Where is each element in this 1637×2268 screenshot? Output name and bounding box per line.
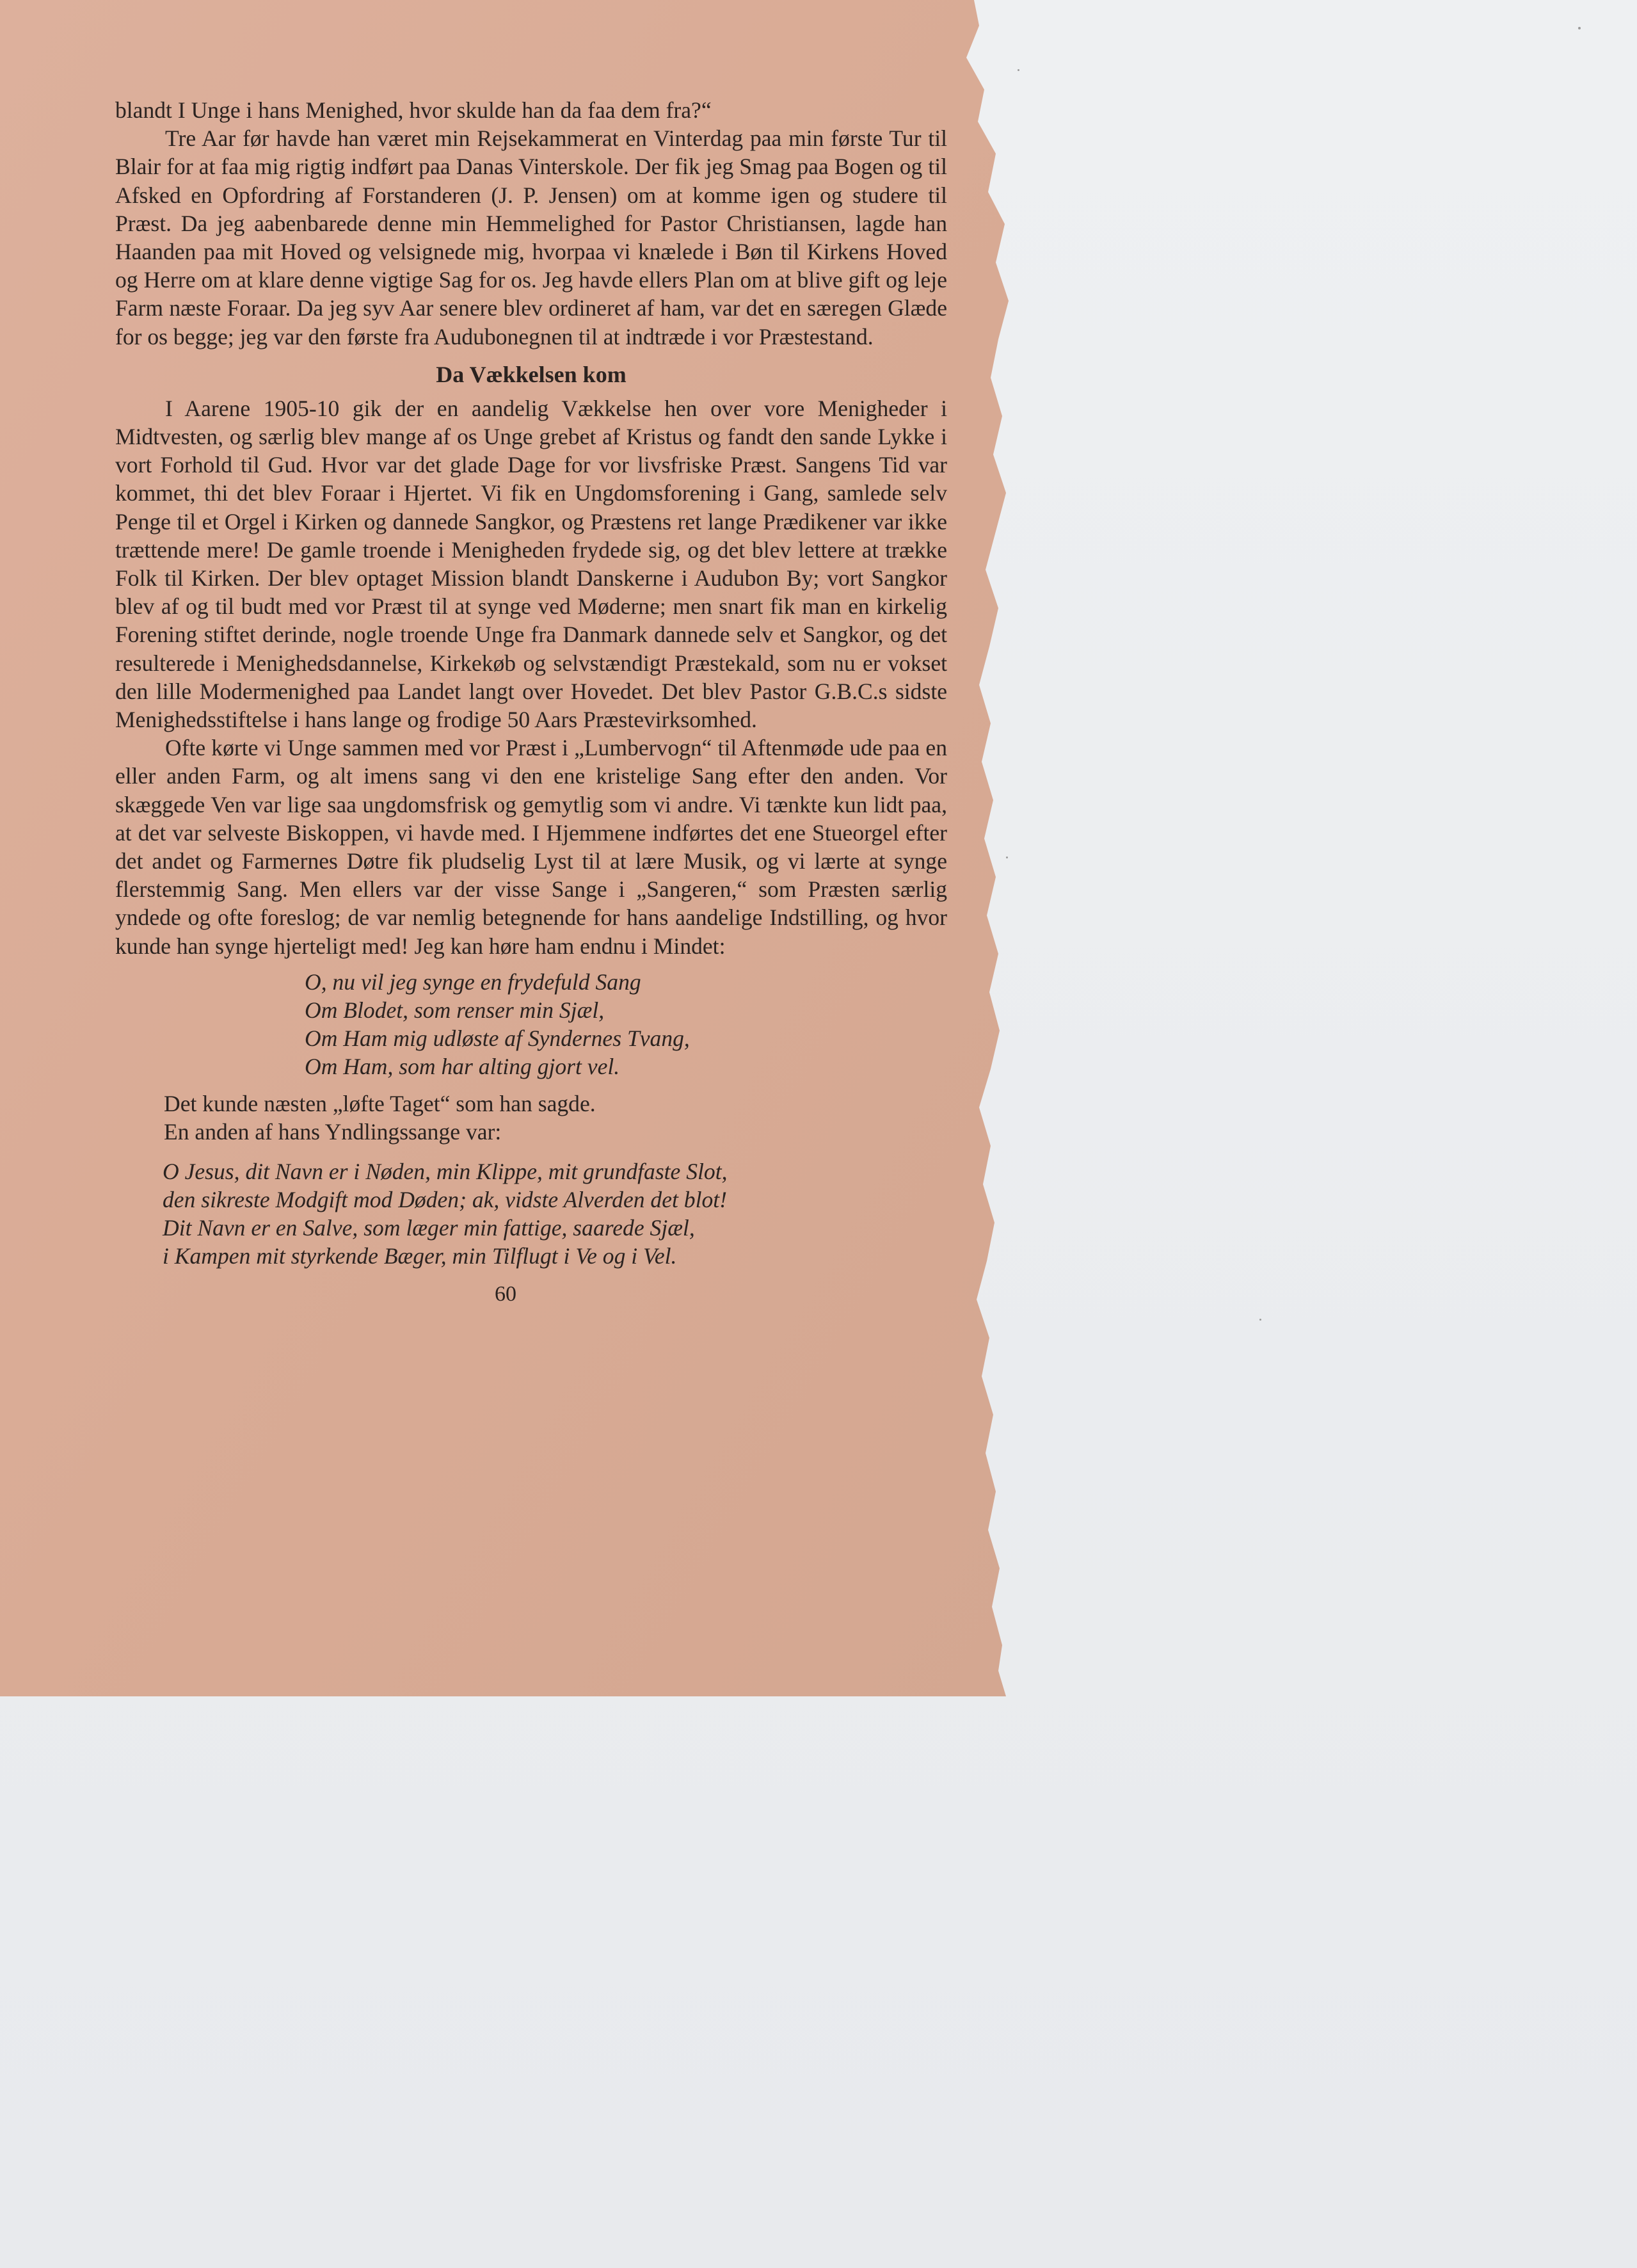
verse-line: i Kampen mit styrkende Bæger, min Tilflugt i Ve og i Vel. — [163, 1243, 677, 1269]
scan-speck — [1578, 27, 1581, 29]
verse-line: O Jesus, dit Navn er i Nøden, min Klippe, mit grundfaste Slot, — [163, 1159, 728, 1185]
paragraph: Ofte kørte vi Unge sammen med vor Præst i „Lumbervogn“ til Aftenmøde ude paa en eller anden Farm, og alt imens sang vi den ene kristelige Sang efter den anden. Vor skæggede Ven var lige saa ungdomsfrisk og gemytlig som vi andre. Vi tænkte kun lidt paa, at det var selveste Biskoppen, vi havde med. I Hjemmene indførtes det ene Stueorgel efter det andet og Farmernes Døtre fik pludselig Lyst til at lære Musik, og vi lærte at synge flerstemmig Sang. Men ellers var der visse Sange i „Sangeren,“ som Præsten særlig yndede og ofte foreslog; de var nemlig betegnende for hans aandelige Indstilling, og hvor kunde han synge hjerteligt med! Jeg kan høre ham endnu i Mindet: — [115, 735, 947, 959]
hymn-verse-two — [163, 1157, 947, 1270]
paragraph: I Aarene 1905-10 gik der en aandelig Vækkelse hen over vore Menigheder i Midtvesten, og særlig blev mange af os Unge grebet af Kristus og fandt den sande Lykke i vort Forhold til Gud. Hvor var det glade Dage for vor livsfriske Præst. Sangens Tid var kommet, thi det blev Foraar i Hjertet. Vi fik en Ungdomsforening i Gang, samlede selv Penge til et Orgel i Kirken og dannede Sangkor, og Præstens ret lange Prædikener var ikke trættende mere! De gamle troende i Menigheden frydede sig, og det blev lettere at trække Folk til Kirken. Der blev optaget Mission blandt Danskerne i Audubon By; vort Sangkor blev af og til budt med vor Præst til at synge ved Møderne; men snart fik man en kirkelig Forening stiftet derinde, nogle troende Unge fra Danmark dannede selv et Sangkor, og det resulterede i Menighedsdannelse, Kirkekøb og selvstændigt Præstekald, som nu er vokset den lille Modermenighed paa Landet langt over Hovedet. Det blev Pastor G.B.C.s sidste Menighedsstiftelse i hans lange og frodige 50 Aars Præstevirksomhed. — [115, 395, 947, 733]
section-heading: Da Vækkelsen kom — [436, 361, 627, 387]
scan-speck — [1018, 69, 1019, 71]
hymn-verse-one — [305, 968, 947, 1081]
page-number: 60 — [495, 1282, 516, 1307]
verse-line: O, nu vil jeg synge en frydefuld Sang — [305, 969, 641, 995]
page-text-block — [115, 96, 947, 1309]
paragraph: Tre Aar før havde han været min Rejsekammerat en Vinterdag paa min første Tur til Blair for at faa mig rigtig indført paa Danas Vinterskole. Der fik jeg Smag paa Bogen og til Afsked en Opfordring af Forstanderen (J. P. Jensen) om at komme igen og studere til Præst. Da jeg aabenbarede denne min Hemmelighed for Pastor Christiansen, lagde han Haanden paa mit Hoved og velsignede mig, hvorpaa vi knælede i Bøn til Kirkens Hoved og Herre om at klare denne vigtige Sag for os. Jeg havde ellers Plan om at blive gift og leje Farm næste Foraar. Da jeg syv Aar senere blev ordineret af ham, var det en særegen Glæde for os begge; jeg var den første fra Audubonegnen til at indtræde i vor Præstestand. — [115, 125, 947, 350]
verse-line: den sikreste Modgift mod Døden; ak, vidste Alverden det blot! — [163, 1187, 727, 1213]
torn-book-page — [0, 0, 1011, 1703]
paragraph: blandt I Unge i hans Menighed, hvor skulde han da faa dem fra?“ — [115, 97, 712, 123]
verse-line: Om Ham mig udløste af Syndernes Tvang, — [305, 1025, 690, 1051]
verse-line: Dit Navn er en Salve, som læger min fattige, saarede Sjæl, — [163, 1215, 695, 1241]
scan-speck — [1259, 1319, 1261, 1321]
text-line: En anden af hans Yndlingssange var: — [164, 1119, 502, 1145]
verse-line: Om Blodet, som renser min Sjæl, — [305, 997, 605, 1023]
verse-line: Om Ham, som har alting gjort vel. — [305, 1053, 620, 1079]
text-line: Det kunde næsten „løfte Taget“ som han sagde. — [164, 1090, 596, 1116]
